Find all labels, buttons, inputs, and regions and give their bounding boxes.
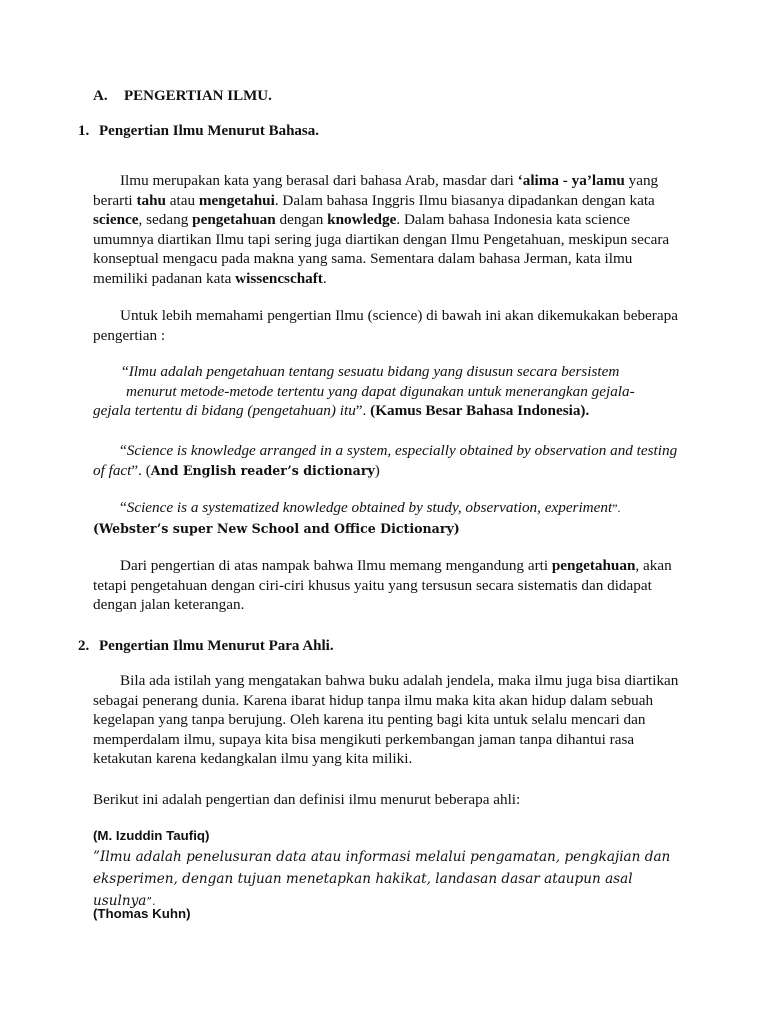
term-alima-yalamu: ‘alima - ya’lamu xyxy=(517,172,625,189)
source-websters-dictionary: (Webster’s super New School and Office Dictionary) xyxy=(93,520,460,536)
term-mengetahui: mengetahui xyxy=(198,191,275,209)
quote-websters-dictionary: “Science is a systematized knowledge obtained by study, observation, experiment”. (Webster’s super New School and Office Dictionary) xyxy=(93,499,621,536)
term-pengetahuan: pengetahuan xyxy=(192,211,276,228)
term-knowledge: knowledge xyxy=(327,211,397,228)
source-english-readers-dictionary: And English reader’s dictionary xyxy=(150,462,375,478)
quote-izuddin-taufiq: ”Ilmu adalah penelusuran data atau informasi melalui pengamatan, pengkajian dan eksperimen, dengan tujuan menetapkan hakikat, landasan dasar ataupun asal usulnya”. xyxy=(93,849,671,909)
expert-name-thomas-kuhn: (Thomas Kuhn) xyxy=(93,906,191,921)
heading-a xyxy=(93,87,272,107)
section-2-number: 2. xyxy=(78,638,90,654)
section-2-heading xyxy=(78,637,334,657)
term-wissencschaft: wissencschaft xyxy=(235,269,323,287)
paragraph-ilmu-importance: Bila ada istilah yang mengatakan bahwa buku adalah jendela, maka ilmu juga bisa diartikan sebagai penerang dunia. Karena ibarat hidup tanpa ilmu maka kita akan hidup dalam sebuah kegelapan yang tanpa berujung. Oleh karena itu penting bagi kita untuk selalu mencari dan memperdalam ilmu, supaya kita bisa mengikuti perkembangan jaman tanpa dihantui rasa ketakutan karena kedangkalan ilmu yang kita miliki. xyxy=(93,672,679,767)
paragraph-conclusion: Dari pengertian di atas nampak bahwa Ilmu memang mengandung arti pengetahuan, akan tetapi pengetahuan dengan ciri-ciri khusus yaitu yang tersusun secara sistematis dan didapat dengan jalan keterangan. xyxy=(93,557,672,613)
heading-a-text: PENGERTIAN ILMU. xyxy=(124,88,272,104)
term-science: science xyxy=(93,211,139,228)
section-1-heading xyxy=(78,122,319,142)
paragraph-intro-definitions: Untuk lebih memahami pengertian Ilmu (science) di bawah ini akan dikemukakan beberapa pengertian : xyxy=(93,307,678,344)
quote-kbbi: “Ilmu adalah pengetahuan tentang sesuatu bidang yang disusun secara bersistem menurut metode-metode tertentu yang dapat digunakan untuk menerangkan gejala- gejala tertentu di bidang (pengetahuan) itu”. (Kamus Besar Bahasa Indonesia). xyxy=(93,363,635,419)
section-1-number: 1. xyxy=(78,123,90,139)
section-2-title: Pengertian Ilmu Menurut Para Ahli. xyxy=(99,638,334,654)
heading-a-number: A. xyxy=(93,88,108,104)
quote-english-readers-dictionary: “Science is knowledge arranged in a system, especially obtained by observation and testing of fact”. (And English reader’s dictionary) xyxy=(93,442,678,479)
term-tahu: tahu xyxy=(136,191,166,209)
source-kbbi: (Kamus Besar Bahasa Indonesia). xyxy=(370,402,590,419)
section-1-title: Pengertian Ilmu Menurut Bahasa. xyxy=(99,123,320,139)
paragraph-expert-intro: Berikut ini adalah pengertian dan definisi ilmu menurut beberapa ahli: xyxy=(93,791,521,808)
term-pengetahuan-2: pengetahuan xyxy=(551,557,636,574)
expert-name-izuddin-taufiq: (M. Izuddin Taufiq) xyxy=(93,828,210,843)
paragraph-ilmu-etymology: Ilmu merupakan kata yang berasal dari bahasa Arab, masdar dari ‘alima - ya’lamu yang berarti tahu atau mengetahui. Dalam bahasa Inggris Ilmu biasanya dipadankan dengan kata science, sedang pengetahuan dengan knowledge. Dalam bahasa Indonesia kata science umumnya diartikan Ilmu tapi sering juga diartikan dengan Ilmu Pengetahuan, meskipun secara konseptual mengacu pada makna yang sama. Sementara dalam bahasa Jerman, kata ilmu memiliki padanan kata wissencschaft. xyxy=(93,172,670,287)
